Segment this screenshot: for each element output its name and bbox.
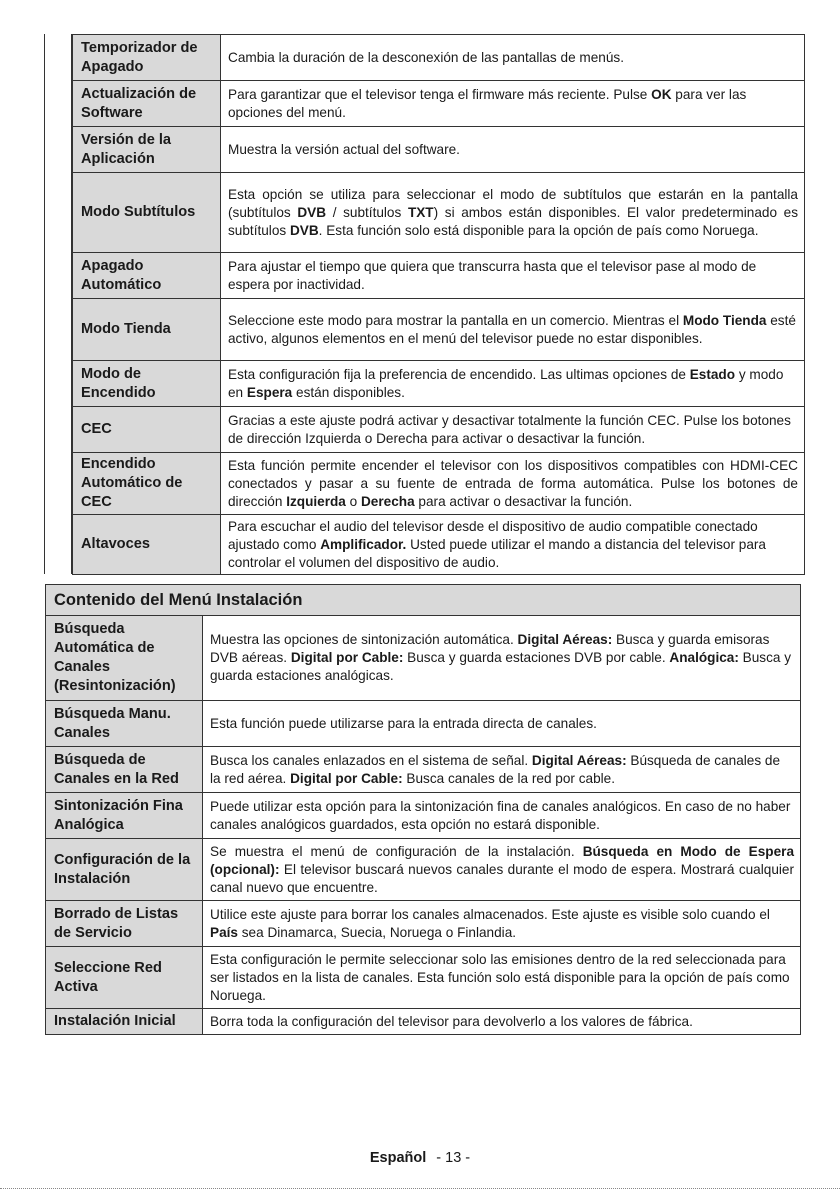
row-label: Altavoces bbox=[73, 515, 221, 575]
row-description: Esta configuración fija la preferencia de encendido. Las ultimas opciones de Estado y modo en Espera están disponibles. bbox=[221, 361, 805, 407]
row-label: Búsqueda Manu. Canales bbox=[46, 701, 203, 747]
page-footer bbox=[0, 1150, 840, 1166]
row-label: CEC bbox=[73, 407, 221, 453]
row-description: Borra toda la configuración del televisor para devolverlo a los valores de fábrica. bbox=[203, 1009, 801, 1035]
row-label: Búsqueda de Canales en la Red bbox=[46, 747, 203, 793]
row-label: Búsqueda Automática de Canales (Resintonización) bbox=[46, 616, 203, 701]
row-label: Actualización de Software bbox=[73, 81, 221, 127]
row-description: Puede utilizar esta opción para la sintonización fina de canales analógicos. En caso de no haber canales analógicos guardados, esta opción no estará disponible. bbox=[203, 793, 801, 839]
row-description: Esta función permite encender el televisor con los dispositivos compatibles con HDMI-CEC conectados y pasar a su fuente de entrada de forma automática. Pulse los botones de dirección Izquierda o Derecha para activar o desactivar la función. bbox=[221, 453, 805, 515]
row-description: Gracias a este ajuste podrá activar y desactivar totalmente la función CEC. Pulse los botones de dirección Izquierda o Derecha para activar o desactivar la función. bbox=[221, 407, 805, 453]
row-description: Muestra las opciones de sintonización automática. Digital Aéreas: Busca y guarda emisoras DVB aéreas. Digital por Cable: Busca y guarda estaciones DVB por cable. Analógica: Busca y guarda estaciones analógicas. bbox=[203, 616, 801, 701]
footer-language: Español bbox=[369, 1150, 427, 1166]
row-description: Utilice este ajuste para borrar los canales almacenados. Este ajuste es visible solo cuando el País sea Dinamarca, Suecia, Noruega o Finlandia. bbox=[203, 901, 801, 947]
row-description: Para escuchar el audio del televisor desde el dispositivo de audio compatible conectado ajustado como Amplificador. Usted puede utilizar el mando a distancia del televisor para controlar el volumen del dispositivo de audio. bbox=[221, 515, 805, 575]
row-description: Para garantizar que el televisor tenga el firmware más reciente. Pulse OK para ver las opciones del menú. bbox=[221, 81, 805, 127]
left-margin-bar bbox=[44, 34, 72, 574]
row-label: Temporizador de Apagado bbox=[73, 35, 221, 81]
row-description: Busca los canales enlazados en el sistema de señal. Digital Aéreas: Búsqueda de canales de la red aérea. Digital por Cable: Busca canales de la red por cable. bbox=[203, 747, 801, 793]
section-title: Contenido del Menú Instalación bbox=[46, 585, 801, 616]
row-label: Modo de Encendido bbox=[73, 361, 221, 407]
row-label: Sintonización Fina Analógica bbox=[46, 793, 203, 839]
row-description: Seleccione este modo para mostrar la pantalla en un comercio. Mientras el Modo Tienda esté activo, algunos elementos en el menú del televisor puede no estar disponibles. bbox=[221, 299, 805, 361]
row-label: Configuración de la Instalación bbox=[46, 839, 203, 901]
row-description: Esta configuración le permite seleccionar solo las emisiones dentro de la red seleccionada para ser listados en la lista de canales. Esta función solo está disponible para la opción de país como Noruega. bbox=[203, 947, 801, 1009]
row-label: Apagado Automático bbox=[73, 253, 221, 299]
bottom-divider bbox=[0, 1188, 840, 1189]
row-description: Muestra la versión actual del software. bbox=[221, 127, 805, 173]
settings-table bbox=[72, 34, 805, 575]
row-label: Versión de la Aplicación bbox=[73, 127, 221, 173]
page-number: - 13 - bbox=[436, 1150, 471, 1166]
row-label: Instalación Inicial bbox=[46, 1009, 203, 1035]
row-description: Cambia la duración de la desconexión de las pantallas de menús. bbox=[221, 35, 805, 81]
row-label: Modo Subtítulos bbox=[73, 173, 221, 253]
row-description: Esta opción se utiliza para seleccionar el modo de subtítulos que estarán en la pantalla (subtítulos DVB / subtítulos TXT) si ambos están disponibles. El valor predeterminado es subtítulos DVB. Esta función solo está disponible para la opción de país como Noruega. bbox=[221, 173, 805, 253]
row-description: Para ajustar el tiempo que quiera que transcurra hasta que el televisor pase al modo de espera por inactividad. bbox=[221, 253, 805, 299]
row-description: Se muestra el menú de configuración de la instalación. Búsqueda en Modo de Espera (opcional): El televisor buscará nuevos canales durante el modo de espera. Mostrará cualquier canal nuevo que encuentre. bbox=[203, 839, 801, 901]
row-label: Seleccione Red Activa bbox=[46, 947, 203, 1009]
row-label: Encendido Automático de CEC bbox=[73, 453, 221, 515]
row-label: Borrado de Listas de Servicio bbox=[46, 901, 203, 947]
row-label: Modo Tienda bbox=[73, 299, 221, 361]
installation-table bbox=[45, 584, 801, 1035]
row-description: Esta función puede utilizarse para la entrada directa de canales. bbox=[203, 701, 801, 747]
